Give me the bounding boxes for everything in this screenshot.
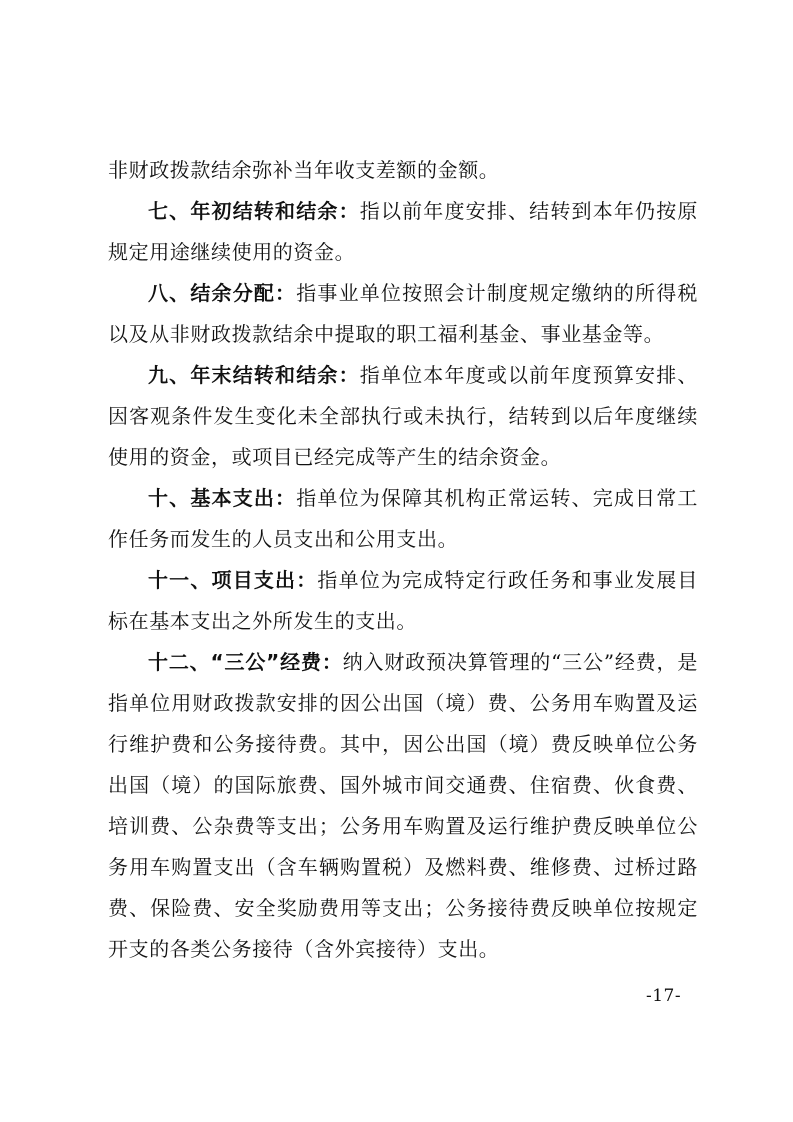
body-text: [108, 150, 698, 970]
paragraph-basic-expenditure: [108, 478, 698, 560]
term-heading: 十、基本支出：: [148, 486, 297, 510]
paragraph-text: 指单位为完成特定行政任务和事业发展目标在基本支出之外所发生的支出。: [108, 568, 698, 633]
paragraph-project-expenditure: [108, 560, 698, 642]
paragraph-text: 指单位为保障其机构正常运转、完成日常工作任务而发生的人员支出和公用支出。: [108, 486, 698, 551]
paragraph-text: 指单位本年度或以前年度预算安排、因客观条件发生变化未全部执行或未执行，结转到以后年度继续使用的资金，或项目已经完成等产生的结余资金。: [108, 363, 698, 469]
term-heading: 八、结余分配：: [148, 281, 297, 305]
paragraph-year-start-carryover: [108, 191, 698, 273]
paragraph-year-end-carryover: [108, 355, 698, 478]
term-heading: 七、年初结转和结余：: [148, 199, 360, 223]
term-heading: 十一、项目支出：: [148, 568, 318, 592]
paragraph-surplus-distribution: [108, 273, 698, 355]
paragraph-text: 指事业单位按照会计制度规定缴纳的所得税以及从非财政拨款结余中提取的职工福利基金、事业基金等。: [108, 281, 698, 346]
paragraph-continuation: [108, 150, 698, 191]
page-number: -17-: [646, 986, 682, 1006]
paragraph-text: 指以前年度安排、结转到本年仍按原规定用途继续使用的资金。: [108, 199, 698, 264]
paragraph-three-public-expenses: [108, 642, 698, 970]
paragraph-text: 非财政拨款结余弥补当年收支差额的金额。: [108, 158, 500, 182]
paragraph-text: 纳入财政预决算管理的“三公”经费，是指单位用财政拨款安排的因公出国（境）费、公务用车购置及运行维护费和公务接待费。其中，因公出国（境）费反映单位公务出国（境）的国际旅费、国外城市间交通费、住宿费、伙食费、培训费、公杂费等支出；公务用车购置及运行维护费反映单位公务用车购置支出（含车辆购置税）及燃料费、维修费、过桥过路费、保险费、安全奖励费用等支出；公务接待费反映单位按规定开支的各类公务接待（含外宾接待）支出。: [108, 650, 698, 961]
term-heading: 九、年末结转和结余：: [148, 363, 360, 387]
term-heading: 十二、“三公”经费：: [148, 650, 343, 674]
